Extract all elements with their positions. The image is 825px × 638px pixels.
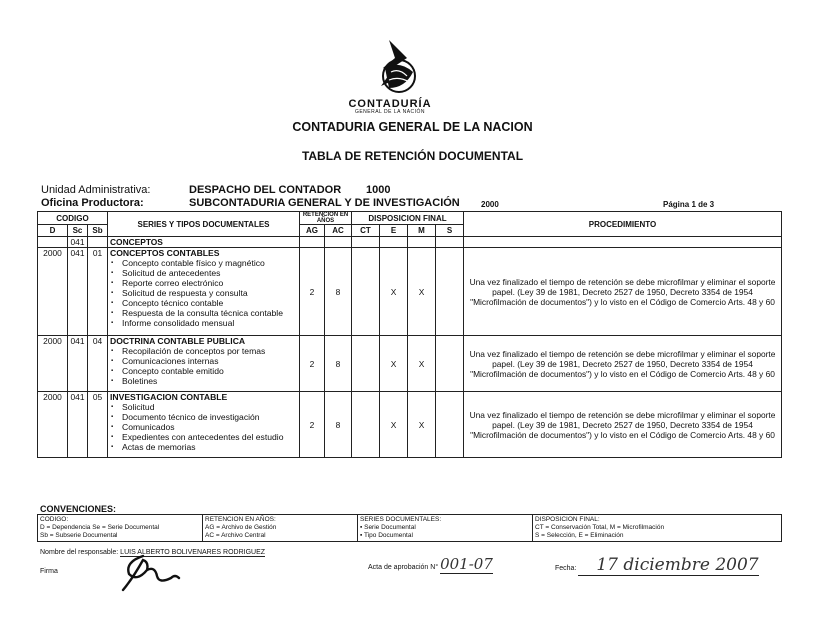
row-d: 2000	[38, 248, 68, 336]
row-m: X	[408, 248, 436, 336]
header-series: SERIES Y TIPOS DOCUMENTALES	[108, 212, 300, 237]
document-type: ▪ Solicitud	[120, 402, 297, 412]
row-e: X	[380, 336, 408, 392]
logo-name: CONTADURÍA	[348, 98, 432, 110]
header-e: E	[380, 225, 408, 237]
acta-label: Acta de aprobación N°	[368, 564, 439, 571]
row-s	[436, 248, 464, 336]
fecha	[555, 555, 759, 575]
document-type: ▪ Expedientes con antecedentes del estudio	[120, 432, 297, 442]
oficina-label: Oficina Productora:	[41, 197, 144, 209]
row-ac: 8	[325, 248, 352, 336]
row-procedimiento: Una vez finalizado el tiempo de retención se debe microfilmar y eliminar el soporte papel. (Ley 39 de 1981, Decreto 2527 de 1950, Decreto 3354 de 1954 "Microfilmación de documentos") y lo visto en el Código de Comercio Arts. 48 y 60	[464, 248, 782, 336]
fecha-value: 17 diciembre 2007	[578, 555, 758, 576]
row-m: X	[408, 392, 436, 458]
row-s	[436, 336, 464, 392]
conv-disposicion-head: DISPOSICION FINAL:	[535, 516, 600, 523]
row-s	[436, 392, 464, 458]
conv-codigo-l1: D = Dependencia Se = Serie Documental	[40, 524, 160, 531]
table-row	[38, 248, 782, 336]
document-type: ▪ Solicitud de respuesta y consulta	[120, 288, 297, 298]
row-ac: 8	[325, 336, 352, 392]
firma-label: Firma	[40, 568, 58, 575]
conv-series-l2: ▪ Tipo Documental	[360, 532, 413, 539]
row-procedimiento: Una vez finalizado el tiempo de retención se debe microfilmar y eliminar el soporte papel. (Ley 39 de 1981, Decreto 2527 de 1950, Decreto 3354 de 1954 "Microfilmación de documentos") y lo visto en el Código de Comercio Arts. 48 y 60	[464, 392, 782, 458]
document-type: ▪ Informe consolidado mensual	[120, 318, 297, 328]
row-sb: 01	[88, 248, 108, 336]
header-sc: Sc	[68, 225, 88, 237]
page-subtitle: TABLA DE RETENCIÓN DOCUMENTAL	[301, 149, 524, 163]
row-m: X	[408, 336, 436, 392]
row-e: X	[380, 392, 408, 458]
document-type: ▪ Documento técnico de investigación	[120, 412, 297, 422]
row-ag: 2	[300, 392, 325, 458]
table-row	[38, 336, 782, 392]
row-sb: 05	[88, 392, 108, 458]
row-series	[108, 392, 300, 458]
series-name: INVESTIGACION CONTABLE	[110, 392, 228, 402]
document-type: ▪ Respuesta de la consulta técnica contable	[120, 308, 297, 318]
row-sc: 041	[68, 336, 88, 392]
series-name: CONCEPTOS CONTABLES	[110, 248, 220, 258]
row-ct	[352, 392, 380, 458]
header-sb: Sb	[88, 225, 108, 237]
conv-codigo-head: CODIGO:	[40, 516, 69, 523]
row-d: 2000	[38, 392, 68, 458]
acta	[368, 555, 493, 573]
oficina-value: SUBCONTADURIA GENERAL Y DE INVESTIGACIÓN	[189, 197, 460, 209]
row-sc: 041	[68, 392, 88, 458]
conv-series-head: SERIES DOCUMENTALES:	[360, 516, 442, 523]
conventions-title: CONVENCIONES:	[40, 504, 117, 514]
table-row	[38, 237, 782, 248]
row-d: 2000	[38, 336, 68, 392]
document-type: ▪ Solicitud de antecedentes	[120, 268, 297, 278]
logo-subtitle: GENERAL DE LA NACIÓN	[354, 109, 426, 115]
conv-retencion-head: RETENCION EN AÑOS:	[205, 516, 276, 523]
header-s: S	[436, 225, 464, 237]
document-type: ▪ Actas de memorias	[120, 442, 297, 452]
series-name: DOCTRINA CONTABLE PUBLICA	[110, 336, 246, 346]
page-number: Página 1 de 3	[663, 200, 715, 209]
row-series	[108, 248, 300, 336]
conv-disposicion-l1: CT = Conservación Total, M = Microfilmación	[535, 524, 665, 531]
acta-value: 001-07	[440, 555, 493, 573]
header-ct: CT	[352, 225, 380, 237]
unidad-code: 1000	[366, 184, 391, 196]
header-ac: AC	[325, 225, 352, 237]
row-ag: 2	[300, 248, 325, 336]
fecha-label: Fecha:	[555, 565, 577, 572]
header-m: M	[408, 225, 436, 237]
row-ct	[352, 248, 380, 336]
conventions-table	[37, 514, 782, 542]
row-ac: 8	[325, 392, 352, 458]
table-row	[38, 392, 782, 458]
series-name: CONCEPTOS	[108, 237, 300, 248]
conv-retencion-l2: AC = Archivo Central	[205, 532, 266, 539]
row-sc: 041	[68, 248, 88, 336]
row-procedimiento: Una vez finalizado el tiempo de retención se debe microfilmar y eliminar el soporte papel. (Ley 39 de 1981, Decreto 2527 de 1950, Decreto 3354 de 1954 "Microfilmación de documentos") y lo visto en el Código de Comercio Arts. 48 y 60	[464, 336, 782, 392]
row-ct	[352, 336, 380, 392]
header-procedimiento: PROCEDIMIENTO	[464, 212, 782, 237]
conv-codigo-l2: Sb = Subserie Documental	[40, 532, 118, 539]
unidad-value: DESPACHO DEL CONTADOR	[189, 184, 342, 196]
header-codigo: CODIGO	[38, 212, 108, 225]
row-series	[108, 336, 300, 392]
document-type: ▪ Concepto contable físico y magnético	[120, 258, 297, 268]
signature-icon	[115, 548, 185, 593]
responsable-value: LUIS ALBERTO BOLIVENARES RODRIGUEZ	[120, 549, 266, 556]
unidad-label: Unidad Administrativa:	[41, 184, 151, 196]
oficina-code: 2000	[481, 200, 499, 209]
document-type: ▪ Boletines	[120, 376, 297, 386]
series-sc: 041	[68, 237, 88, 248]
document-type: ▪ Concepto contable emitido	[120, 366, 297, 376]
header-retencion: RETENCION EN AÑOS	[300, 212, 352, 225]
header-ag: AG	[300, 225, 325, 237]
row-e: X	[380, 248, 408, 336]
conv-retencion-l1: AG = Archivo de Gestión	[205, 524, 277, 531]
row-sb: 04	[88, 336, 108, 392]
row-ag: 2	[300, 336, 325, 392]
page-title: CONTADURIA GENERAL DE LA NACION	[292, 120, 533, 134]
header-disposicion: DISPOSICION FINAL	[352, 212, 464, 225]
document-type: ▪ Reporte correo electrónico	[120, 278, 297, 288]
document-type: ▪ Recopilación de conceptos por temas	[120, 346, 297, 356]
conv-series-l1: ▪ Serie Documental	[360, 524, 416, 531]
conv-disposicion-l2: S = Selección, E = Eliminación	[535, 532, 624, 539]
document-type: ▪ Comunicaciones internas	[120, 356, 297, 366]
retention-table	[37, 211, 782, 458]
document-type: ▪ Concepto técnico contable	[120, 298, 297, 308]
responsable-label: Nombre del responsable:	[40, 549, 119, 556]
document-type: ▪ Comunicados	[120, 422, 297, 432]
header-d: D	[38, 225, 68, 237]
